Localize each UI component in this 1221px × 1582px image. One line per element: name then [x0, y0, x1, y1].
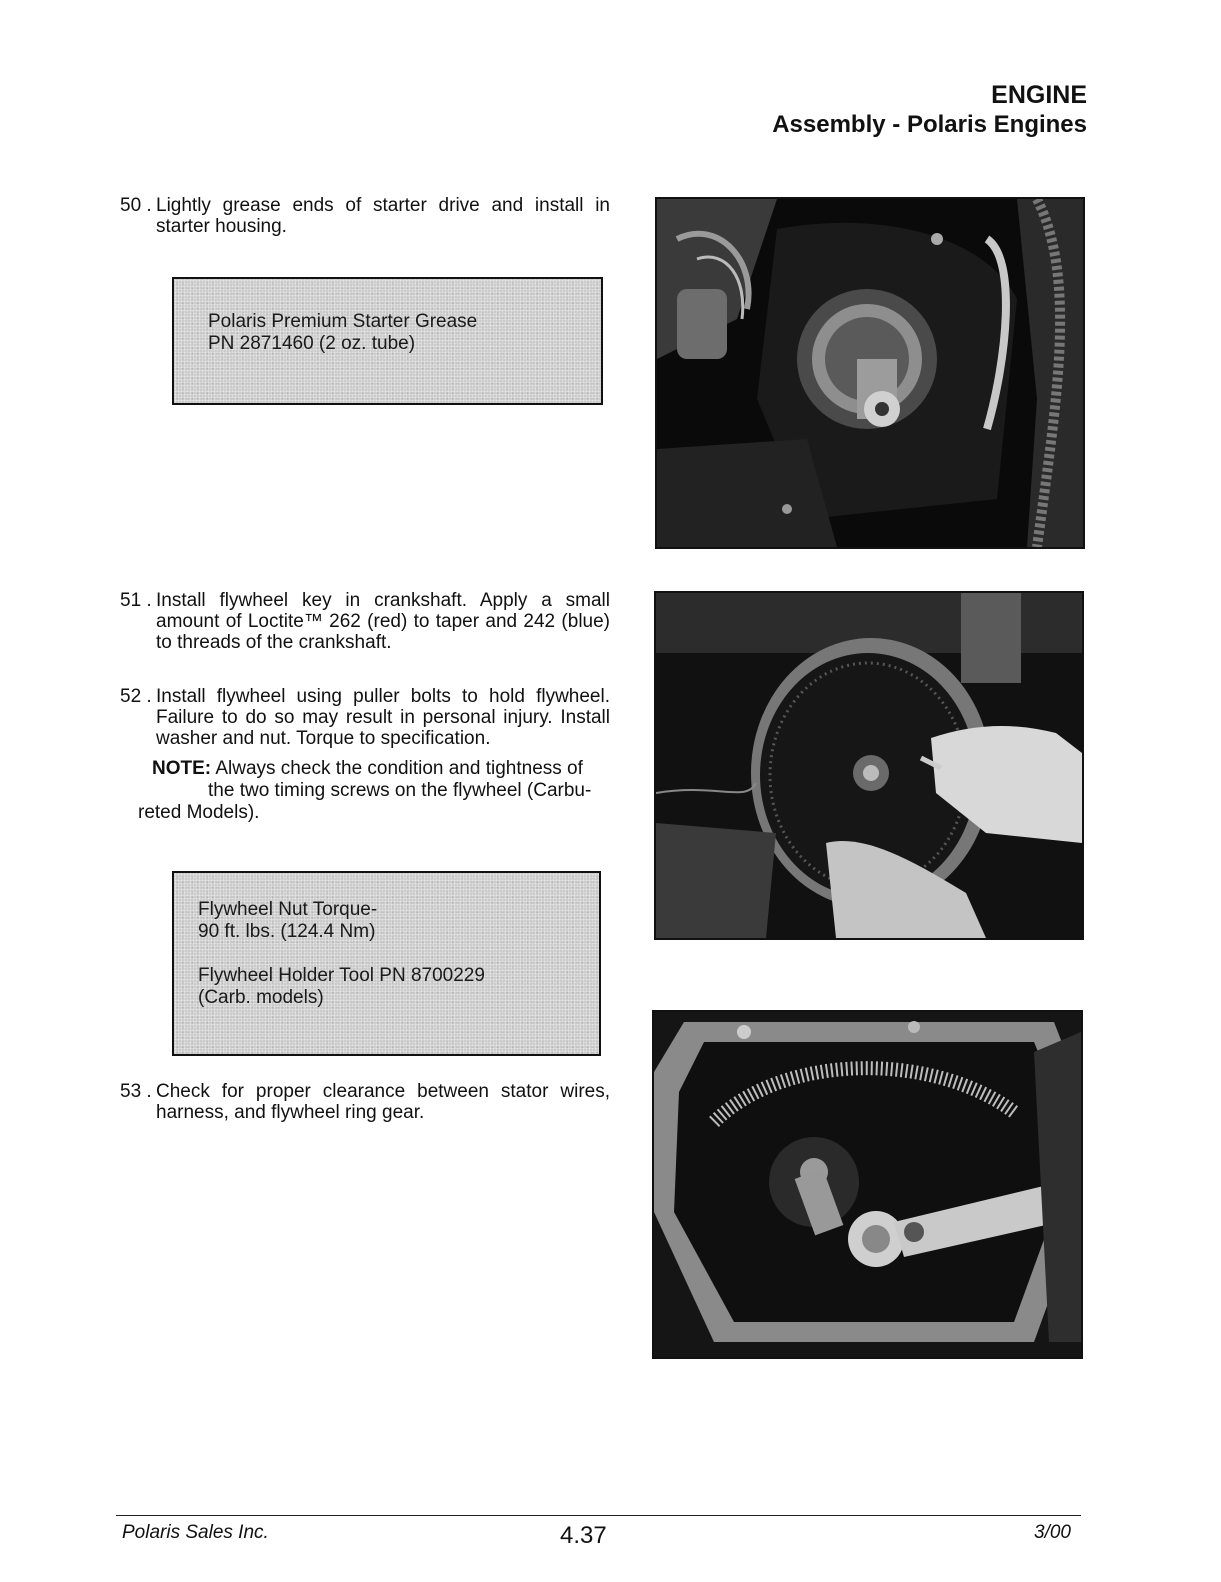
footer-date: 3/00 [1034, 1522, 1071, 1543]
footer-company: Polaris Sales Inc. [122, 1522, 269, 1543]
torque-info-box [172, 871, 601, 1056]
step-text: Install flywheel using puller bolts to hold flywheel. Failure to do so may result in personal injury. Install washer and nut. Torque to specification. [156, 686, 610, 749]
note-line-2: the two timing screws on the flywheel (Carbu- [208, 780, 592, 801]
step-text: Check for proper clearance between stator wires, harness, and flywheel ring gear. [156, 1081, 610, 1123]
step-text: Lightly grease ends of starter drive and install in starter housing. [156, 195, 610, 237]
section-subtitle: Assembly - Polaris Engines [772, 111, 1087, 138]
torque-label: Flywheel Nut Torque- [198, 899, 378, 920]
torque-value: 90 ft. lbs. (124.4 Nm) [198, 921, 376, 942]
holder-tool: Flywheel Holder Tool PN 8700229 [198, 965, 485, 986]
step-number: 52 . [120, 686, 152, 707]
step-number: 53 . [120, 1081, 152, 1102]
photo-flywheel-install [654, 591, 1084, 940]
starter-drive-image [657, 199, 1083, 547]
flywheel-install-image [656, 593, 1082, 938]
photo-torque-wrench [652, 1010, 1083, 1359]
section-title: ENGINE [991, 81, 1087, 109]
page-number: 4.37 [560, 1522, 607, 1549]
step-53 [120, 1081, 610, 1123]
step-50 [120, 195, 610, 237]
page-header [772, 80, 1087, 140]
step-51 [120, 590, 610, 653]
torque-wrench-image [654, 1012, 1081, 1357]
step-text: Install flywheel key in crankshaft. Apply a small amount of Loctite™ 262 (red) to taper and 242 (blue) to threads of the crankshaft. [156, 590, 610, 653]
note-line-1: Always check the condition and tightness of [215, 758, 583, 779]
grease-info-box [172, 277, 603, 405]
grease-part-number: PN 2871460 (2 oz. tube) [208, 333, 416, 354]
step-number: 51 . [120, 590, 152, 611]
holder-tool-note: (Carb. models) [198, 987, 324, 1008]
note [138, 758, 608, 824]
step-number: 50 . [120, 195, 152, 216]
grease-name: Polaris Premium Starter Grease [208, 311, 478, 332]
note-label: NOTE: [152, 758, 212, 779]
photo-starter-drive [655, 197, 1085, 549]
step-52 [120, 686, 610, 749]
footer-divider [116, 1515, 1081, 1516]
note-line-3: reted Models). [138, 802, 260, 823]
